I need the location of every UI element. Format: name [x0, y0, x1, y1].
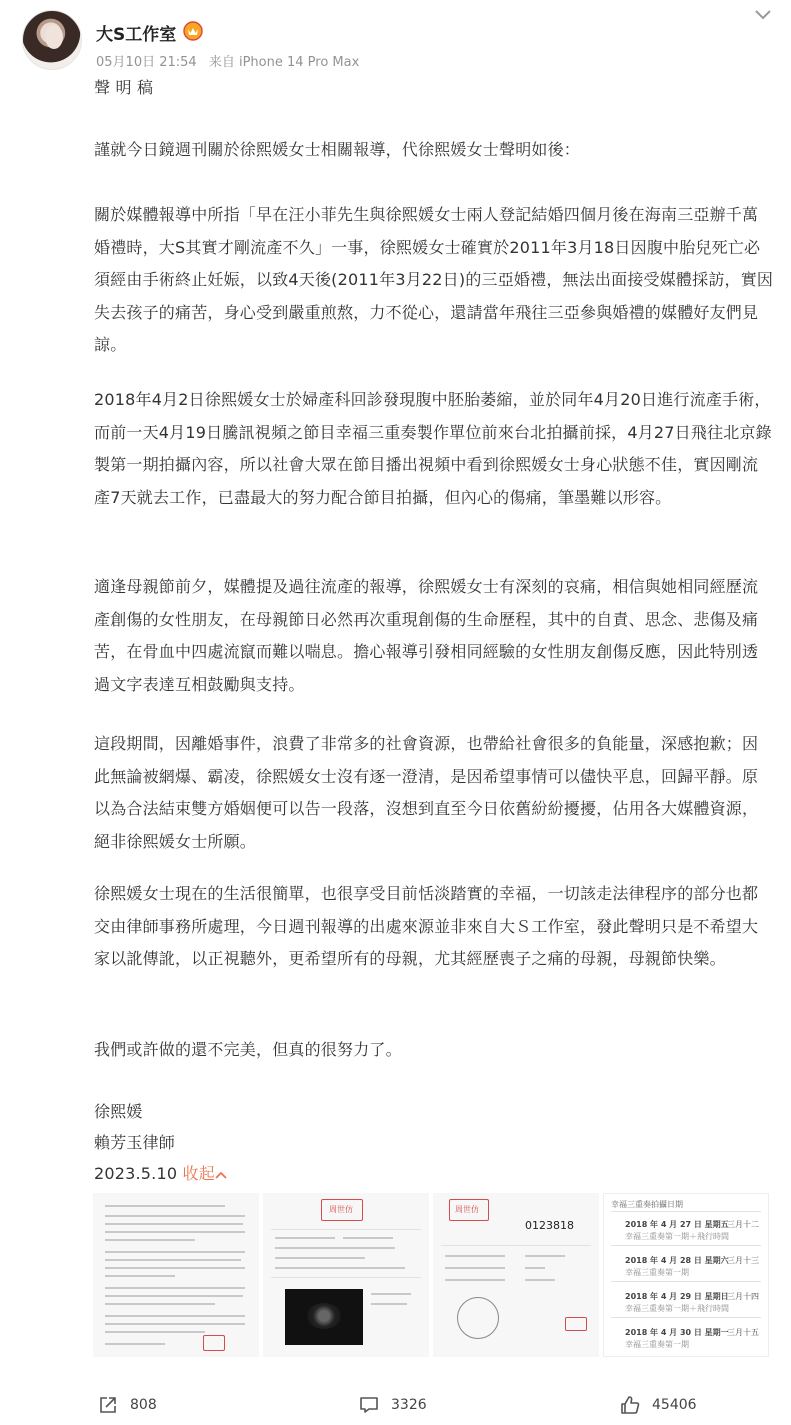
- like-button[interactable]: [620, 1393, 697, 1417]
- author-name[interactable]: 大S工作室: [96, 25, 177, 45]
- statement-paragraph-1: 關於媒體報導中所指「早在汪小菲先生與徐熙媛女士兩人登記結婚四個月後在海南三亞辦千萬婚禮時，大S其實才剛流產不久」一事，徐熙媛女士確實於2011年3月18日因腹中胎兒死亡必須經由手術終止妊娠，以致4天後(2011年3月22日)的三亞婚禮，無法出面接受媒體採訪，實因失去孩子的痛苦，身心受到嚴重煎熬，力不從心，還請當年飛往三亞參與婚禮的媒體好友們見諒。: [94, 205, 774, 354]
- receipt-number: 0123818: [525, 1219, 574, 1232]
- like-count: 45406: [652, 1397, 697, 1413]
- schedule-row-note: 幸福三重奏第一期＋飛行時間: [625, 1232, 729, 1241]
- schedule-row-date: 2018 年 4 月 29 日 星期日: [625, 1292, 729, 1301]
- schedule-row-lunar: 三月十二: [727, 1220, 759, 1229]
- image-thumbnail-schedule[interactable]: [603, 1193, 769, 1357]
- statement-paragraph-2: 2018年4月2日徐熙媛女士於婦產科回診發現腹中胚胎萎縮，並於同年4月20日進行流產手術，而前一天4月19日騰訊視頻之節目幸福三重奏製作單位前來台北拍攝前採，4月27日飛往北京錄製第一期拍攝內容，所以社會大眾在節目播出視頻中看到徐熙媛女士身心狀態不佳，實因剛流產7天就去工作，已盡最大的努力配合節目拍攝，但內心的傷痛，筆墨難以形容。: [94, 390, 772, 507]
- collapse-button[interactable]: [183, 1164, 227, 1183]
- schedule-row-note: 幸福三重奏第一期: [625, 1340, 689, 1349]
- comment-button[interactable]: [359, 1393, 427, 1417]
- share-icon: [98, 1395, 118, 1415]
- schedule-row-lunar: 三月十五: [727, 1328, 759, 1337]
- statement-paragraph-3: 適逢母親節前夕，媒體提及過往流產的報導，徐熙媛女士有深刻的哀痛，相信與她相同經歷流產創傷的女性朋友，在母親節日必然再次重現創傷的生命歷程，其中的自責、思念、悲傷及痛苦，在骨血中四處流竄而難以喘息。擔心報導引發相同經驗的女性朋友創傷反應，因此特別透過文字表達互相鼓勵與支持。: [94, 577, 759, 694]
- image-thumbnail-receipt[interactable]: [433, 1193, 599, 1357]
- statement-date: 2023.5.10: [94, 1164, 178, 1183]
- post-date-line: [94, 1160, 774, 1189]
- post-meta: [96, 51, 367, 70]
- statement-paragraph-5: 徐熙媛女士現在的生活很簡單，也很享受目前恬淡踏實的幸福，一切該走法律程序的部分也都交由律師事務所處理，今日週刊報導的出處來源並非來自大Ｓ工作室，發此聲明只是不希望大家以訛傳訛，以正視聽外，更希望所有的母親，尤其經歷喪子之痛的母親，母親節快樂。: [94, 884, 759, 968]
- image-thumbnail-statement-doc[interactable]: [93, 1193, 259, 1357]
- comment-icon: [359, 1395, 379, 1415]
- thumbs-up-icon: [620, 1395, 640, 1415]
- signature-lawyer: 賴芳玉律師: [94, 1133, 176, 1152]
- schedule-header: 幸福三重奏拍攝日期: [611, 1200, 683, 1209]
- share-button[interactable]: [98, 1393, 157, 1417]
- schedule-row-lunar: 三月十三: [727, 1256, 759, 1265]
- action-bar: [0, 1385, 791, 1425]
- schedule-row-date: 2018 年 4 月 28 日 星期六: [625, 1256, 729, 1265]
- statement-paragraph-4: 這段期間，因離婚事件，浪費了非常多的社會資源，也帶給社會很多的負能量，深感抱歉；因此無論被網爆、霸凌，徐熙媛女士沒有逐一澄清，是因希望事情可以儘快平息，回歸平靜。原以為合法結束雙方婚姻便可以告一段落，沒想到直至今日依舊紛紛擾擾，佔用各大媒體資源，絕非徐熙媛女士所願。: [94, 734, 759, 851]
- statement-intro: 謹就今日鏡週刊關於徐熙媛女士相關報導，代徐熙媛女士聲明如後：: [94, 140, 581, 159]
- schedule-row-date: 2018 年 4 月 27 日 星期五: [625, 1220, 729, 1229]
- collapse-label: 收起: [182, 1164, 215, 1183]
- statement-paragraph-6: 我們或許做的還不完美，但真的很努力了。: [94, 1040, 402, 1059]
- schedule-row-note: 幸福三重奏第一期: [625, 1268, 689, 1277]
- post-timestamp[interactable]: 05月10日 21:54: [96, 55, 197, 70]
- share-count: 808: [130, 1397, 157, 1413]
- chevron-up-icon: [215, 1170, 227, 1180]
- post-source: 来自 iPhone 14 Pro Max: [208, 55, 360, 70]
- image-gallery: [93, 1193, 769, 1357]
- image-thumbnail-medical-record[interactable]: [263, 1193, 429, 1357]
- post-header: [0, 0, 791, 78]
- schedule-row-note: 幸福三重奏第一期＋飛行時間: [625, 1304, 729, 1313]
- vip-badge-icon: [183, 21, 203, 41]
- record-stamp-text: 周世仿: [329, 1205, 353, 1214]
- avatar[interactable]: [22, 10, 82, 70]
- schedule-row-date: 2018 年 4 月 30 日 星期一: [625, 1328, 729, 1337]
- signature-name: 徐熙媛: [94, 1102, 143, 1121]
- chevron-down-icon[interactable]: [752, 6, 774, 22]
- statement-title: 聲 明 稿: [94, 78, 154, 97]
- receipt-stamp-text: 周世仿: [455, 1205, 479, 1214]
- schedule-row-lunar: 三月十四: [727, 1292, 759, 1301]
- comment-count: 3326: [391, 1397, 427, 1413]
